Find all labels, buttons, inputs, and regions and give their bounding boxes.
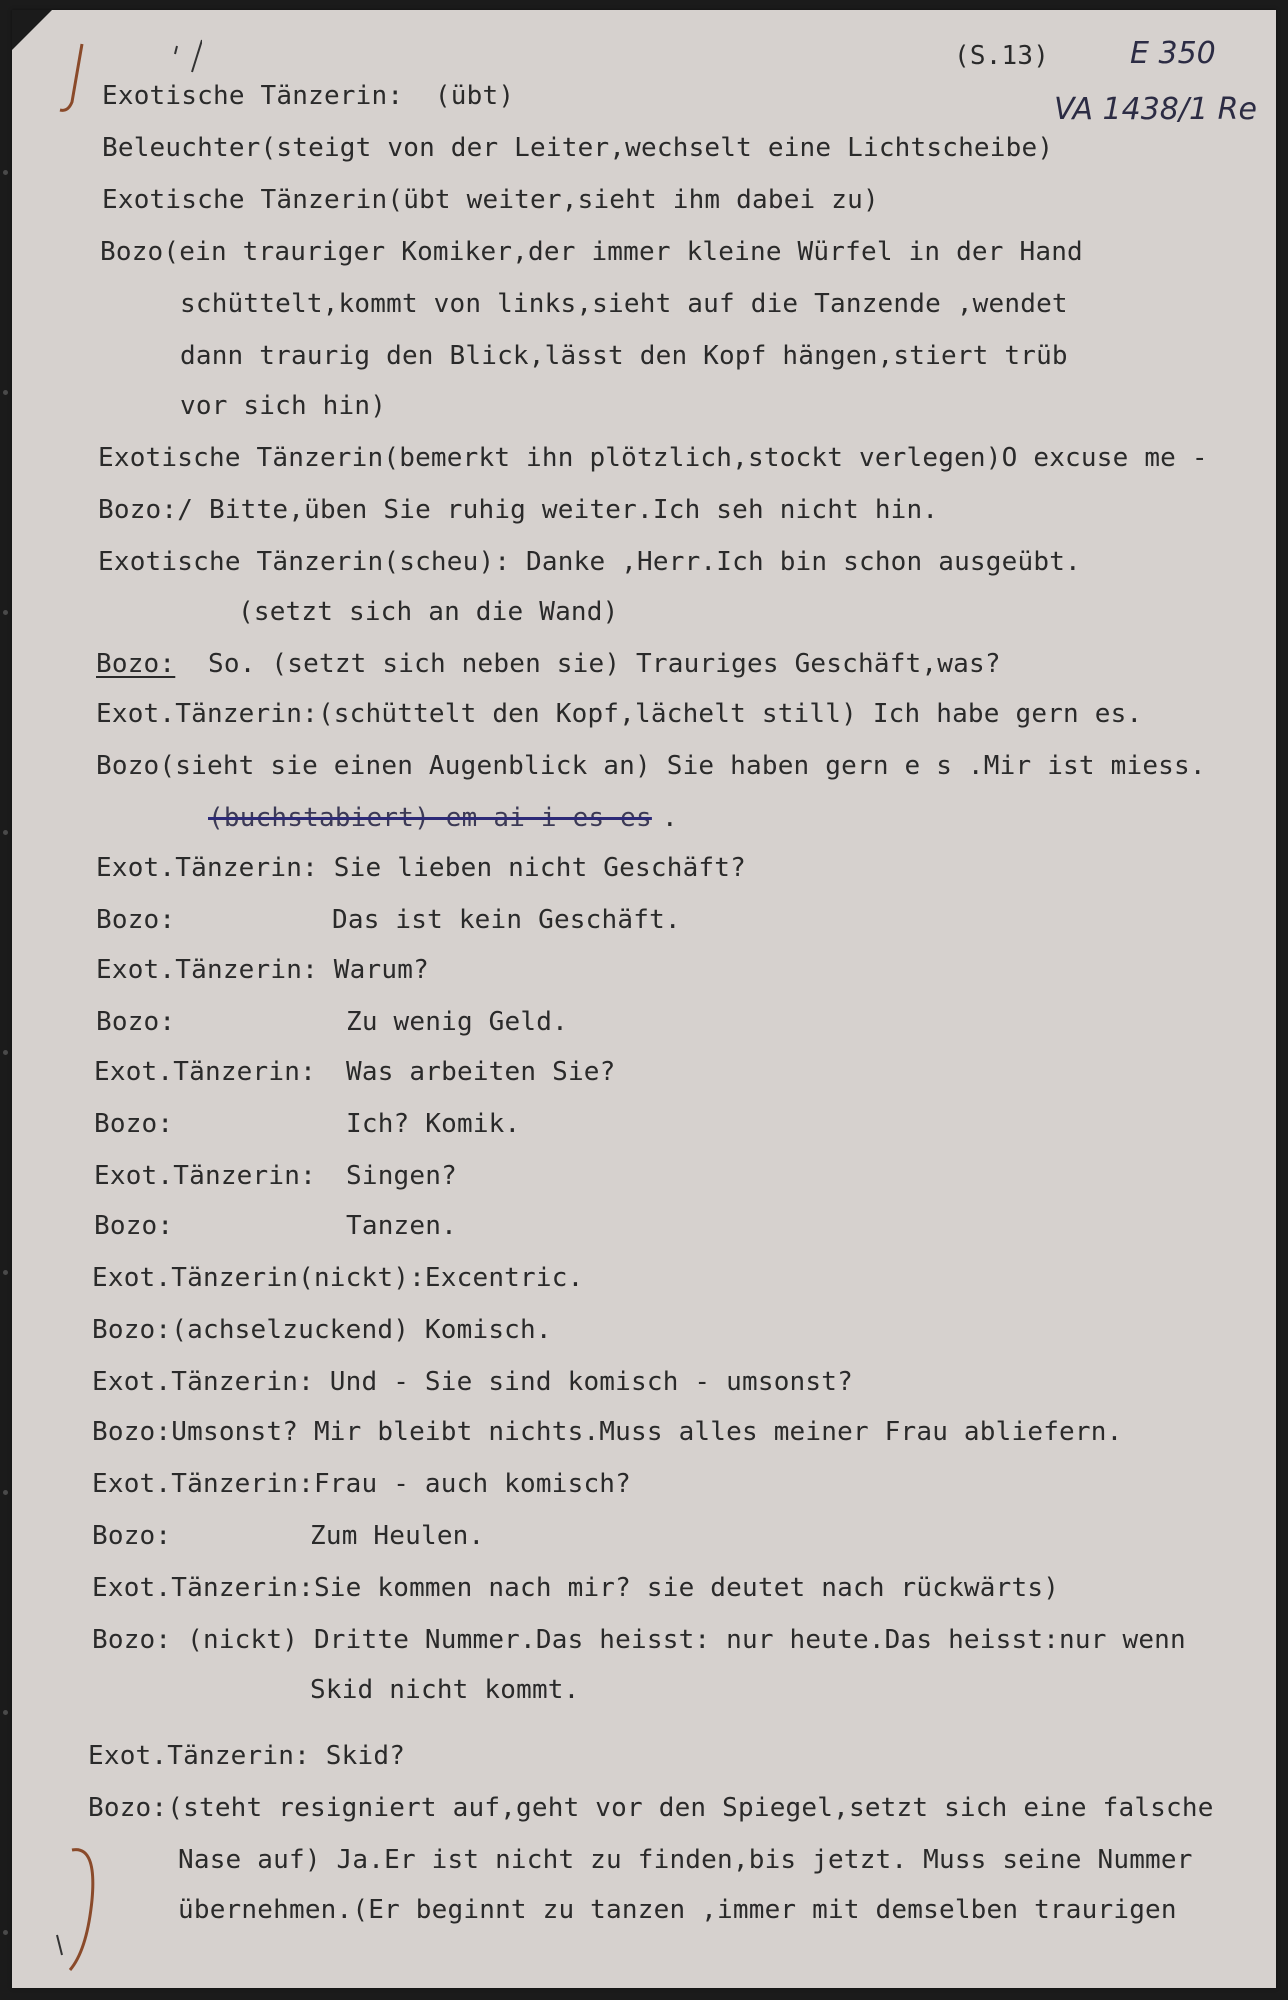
text-line: Das ist kein Geschäft. [332, 905, 681, 935]
struck-out-text: (buchstabiert) em ai i es es [208, 803, 652, 833]
pencil-stroke [192, 40, 202, 72]
text-line: Tanzen. [346, 1211, 457, 1241]
text-line: Exot.Tänzerin: Sie lieben nicht Geschäft? [96, 853, 746, 883]
archive-id: E 350 [1130, 36, 1216, 71]
speaker-label: Bozo: [94, 1211, 174, 1241]
speaker-label: Exot.Tänzerin: [94, 1057, 316, 1087]
text-line: Zu wenig Geld. [346, 1007, 568, 1037]
text-line: Exotische Tänzerin(bemerkt ihn plötzlich,stockt verlegen)O excuse me - [98, 443, 1208, 473]
text-line: . [662, 803, 678, 833]
text-line: Exot.Tänzerin: Skid? [88, 1741, 406, 1771]
text-line: Bozo(sieht sie einen Augenblick an) Sie haben gern e s .Mir ist miess. [96, 751, 1206, 781]
speaker-label: Bozo: [96, 905, 176, 935]
text-line: Bozo:(steht resigniert auf,geht vor den Spiegel,setzt sich eine falsche [88, 1793, 1214, 1823]
text-line: Ich? Komik. [346, 1109, 521, 1139]
text-line: Singen? [346, 1161, 457, 1191]
text-line: Nase auf) Ja.Er ist nicht zu finden,bis jetzt. Muss seine Nummer [178, 1845, 1193, 1875]
text-line: Exot.Tänzerin:Sie kommen nach mir? sie deutet nach rückwärts) [92, 1573, 1060, 1603]
speaker-label: Bozo: [92, 1521, 172, 1551]
pencil-mark-bottom-left [42, 1840, 112, 1980]
text-line: dann traurig den Blick,lässt den Kopf hängen,stiert trüb [180, 341, 1068, 371]
text-line: So. (setzt sich neben sie) Trauriges Geschäft,was? [208, 649, 1001, 679]
text-line: übernehmen.(Er beginnt zu tanzen ,immer mit demselben traurigen [178, 1895, 1177, 1925]
text-line: Exotische Tänzerin(scheu): Danke ,Herr.Ich bin schon ausgeübt. [98, 547, 1081, 577]
text-line: (setzt sich an die Wand) [238, 597, 619, 627]
pencil-stroke [175, 46, 177, 54]
text-line: schüttelt,kommt von links,sieht auf die Tanzende ,wendet [180, 289, 1068, 319]
text-line: Exot.Tänzerin:(schüttelt den Kopf,lächelt still) Ich habe gern es. [96, 699, 1143, 729]
text-line: Exot.Tänzerin: Warum? [96, 955, 429, 985]
text-line: Beleuchter(steigt von der Leiter,wechselt eine Lichtscheibe) [102, 133, 1054, 163]
text-line: Bozo:/ Bitte,üben Sie ruhig weiter.Ich seh nicht hin. [98, 495, 939, 525]
speaker-label: Bozo: [96, 649, 176, 679]
speaker-label: Bozo: [94, 1109, 174, 1139]
pencil-stroke [70, 1850, 93, 1970]
text-line: Bozo:(achselzuckend) Komisch. [92, 1315, 552, 1345]
text-line: Exot.Tänzerin: Und - Sie sind komisch - umsonst? [92, 1367, 853, 1397]
text-line: vor sich hin) [180, 391, 387, 421]
pencil-stroke [60, 44, 82, 110]
scan-edge-perforation [0, 0, 12, 2000]
shelf-mark: VA 1438/1 Re [1054, 92, 1257, 127]
speaker-label: Exot.Tänzerin: [94, 1161, 316, 1191]
speaker-label: Bozo: [96, 1007, 176, 1037]
page-reference: (S.13) [954, 41, 1050, 71]
text-line: Exotische Tänzerin(übt weiter,sieht ihm dabei zu) [102, 185, 879, 215]
text-line: Zum Heulen. [310, 1521, 485, 1551]
text-line: Was arbeiten Sie? [346, 1057, 616, 1087]
text-line: Skid nicht kommt. [310, 1675, 580, 1705]
text-line: Bozo:Umsonst? Mir bleibt nichts.Muss alles meiner Frau abliefern. [92, 1417, 1123, 1447]
text-line: Bozo: (nickt) Dritte Nummer.Das heisst: nur heute.Das heisst:nur wenn [92, 1625, 1186, 1655]
text-line: Exot.Tänzerin:Frau - auch komisch? [92, 1469, 632, 1499]
text-line: Bozo(ein trauriger Komiker,der immer kleine Würfel in der Hand [100, 237, 1083, 267]
pencil-stroke [57, 1935, 62, 1955]
text-line: Exotische Tänzerin: (übt) [102, 81, 515, 111]
typescript-page [12, 10, 1276, 1988]
text-line: Exot.Tänzerin(nickt):Excentric. [92, 1263, 584, 1293]
